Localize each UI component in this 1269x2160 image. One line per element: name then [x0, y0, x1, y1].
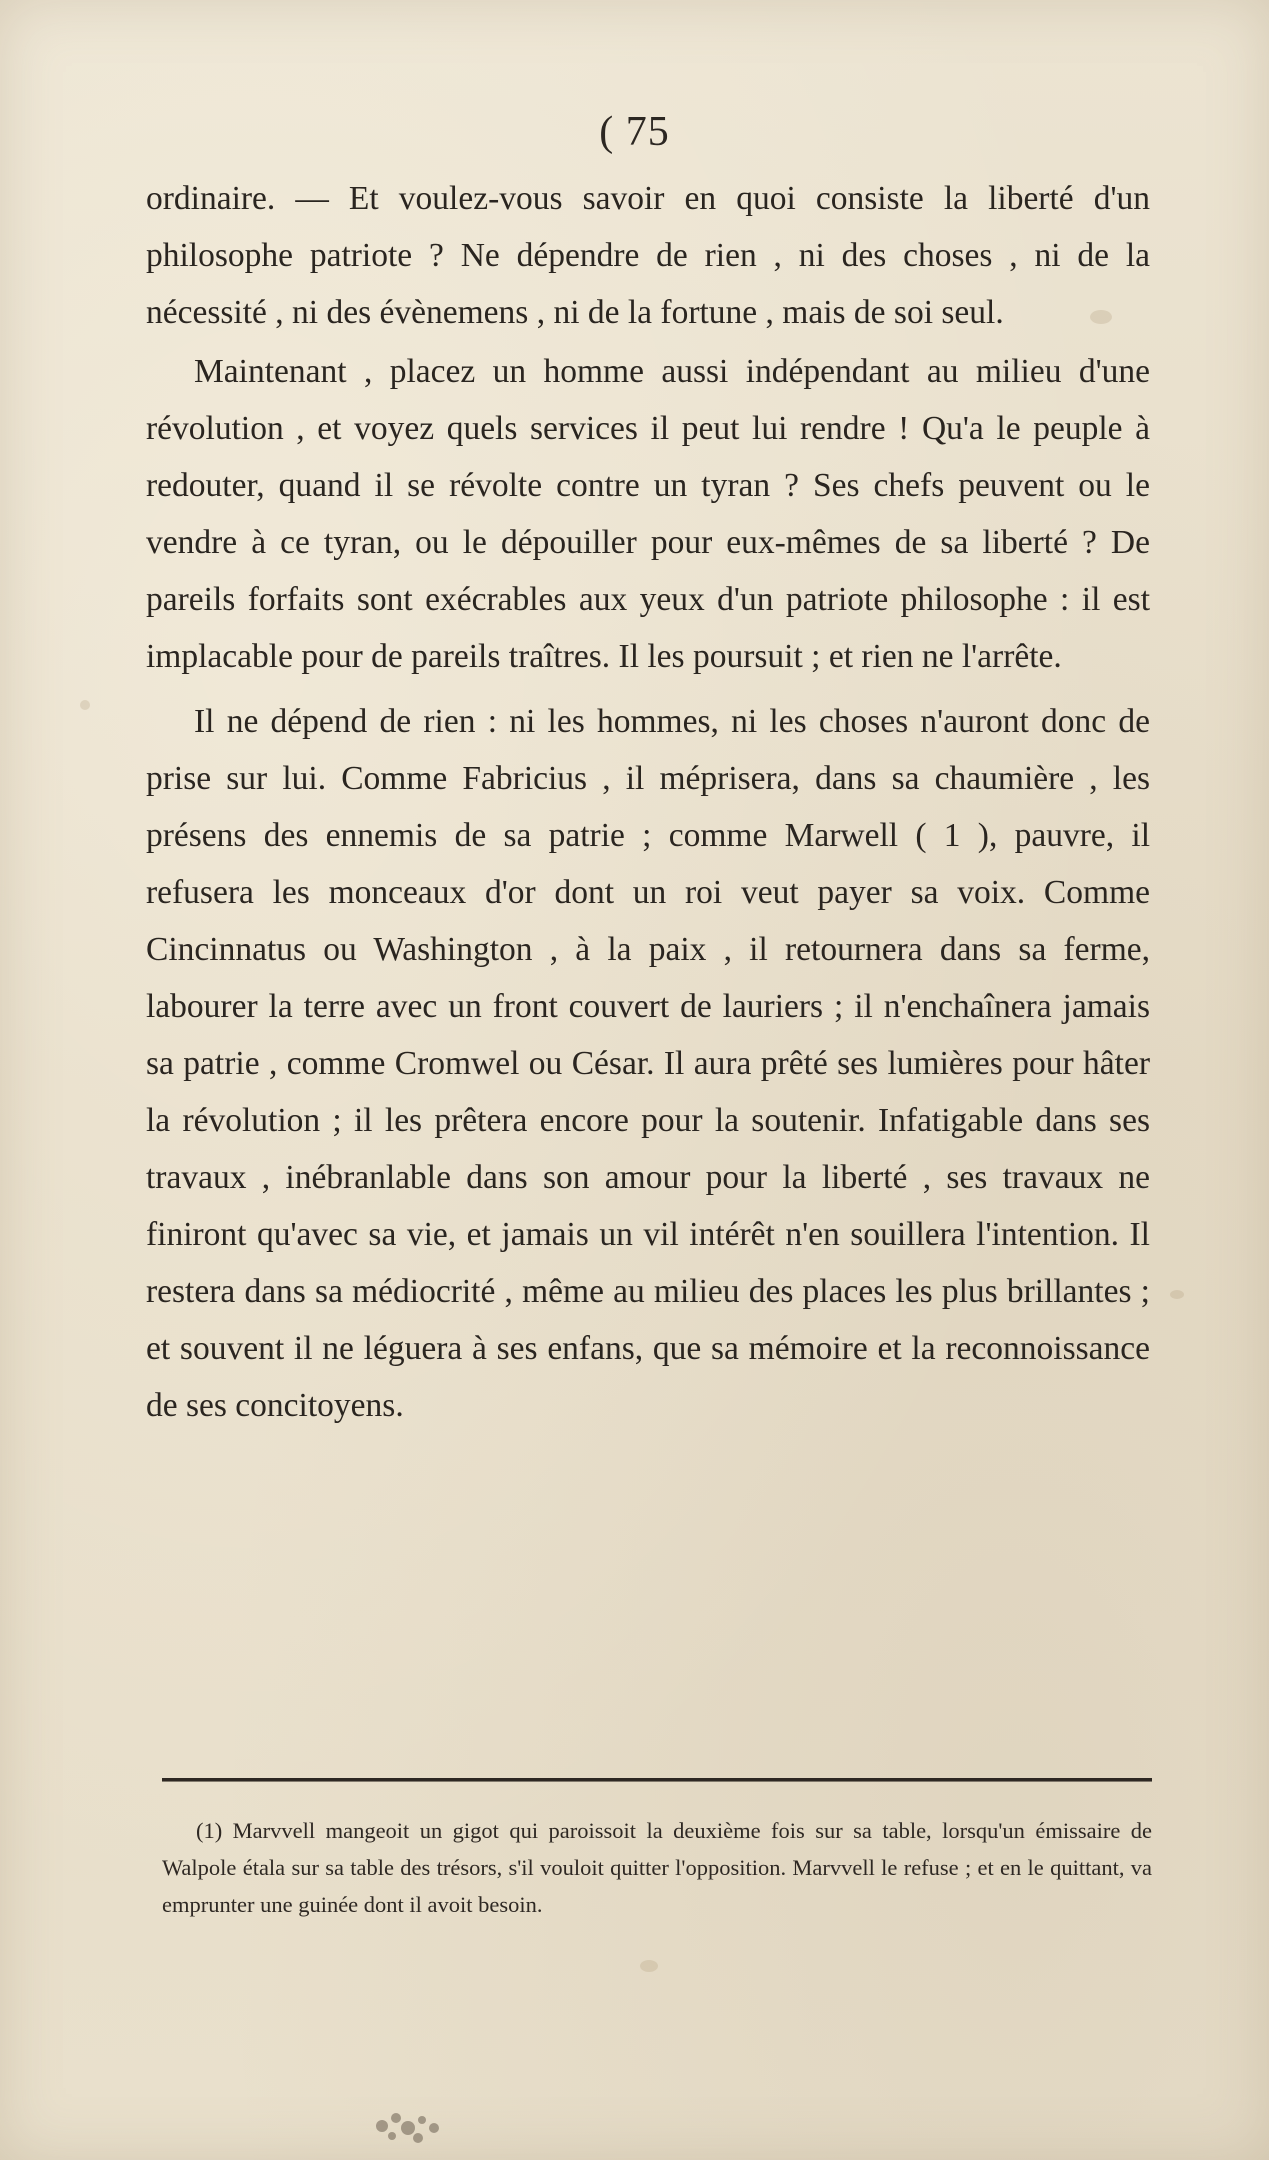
- paragraph-3: Il ne dépend de rien : ni les hommes, ni les choses n'auront donc de prise sur lui. Comme Fabricius , il méprisera, dans sa chaumière , les présens des ennemis de sa patrie ; comme Marwell ( 1 ), pauvre, il refusera les monceaux d'or dont un roi veut payer sa voix. Comme Cincinnatus ou Washington , à la paix , il retournera dans sa ferme, labourer la terre avec un front couvert de lauriers ; il n'enchaînera jamais sa patrie , comme Cromwel ou César. Il aura prêté ses lumières pour hâter la révolution ; il les prêtera encore pour la soutenir. Infatigable dans ses travaux , inébranlable dans son amour pour la liberté , ses travaux ne finiront qu'avec sa vie, et jamais un vil intérêt n'en souillera l'intention. Il restera dans sa médiocrité , même au milieu des places les plus brillantes ; et souvent il ne léguera à ses enfans, que sa mémoire et la reconnoissance de ses concitoyens.: [146, 703, 1150, 1424]
- paper-stain: [80, 700, 90, 710]
- paper-stain: [640, 1960, 658, 1972]
- page-number: ( 75: [599, 109, 670, 155]
- footnote: [162, 1812, 1152, 1923]
- paper-stain: [1170, 1290, 1184, 1299]
- footnote-rule: [162, 1778, 1152, 1782]
- paragraph-2: Maintenant , placez un homme aussi indépendant au milieu d'une révolution , et voyez quels services il peut lui rendre ! Qu'a le peuple à redouter, quand il se révolte contre un tyran ? Ses chefs peuvent ou le vendre à ce tyran, ou le dépouiller pour eux-mêmes de sa liberté ? De pareils forfaits sont exécrables aux yeux d'un patriote philosophe : il est implacable pour de pareils traîtres. Il les poursuit ; et rien ne l'arrête.: [146, 353, 1150, 675]
- main-text: [146, 170, 1150, 1434]
- printer-ornament-icon: [362, 2098, 482, 2148]
- paragraph-1: ordinaire. — Et voulez-vous savoir en quoi consiste la liberté d'un philosophe patriote ? Ne dépendre de rien , ni des choses , ni de la nécessité , ni des évènemens , ni de la fortune , mais de soi seul.: [146, 180, 1150, 331]
- footnote-text: (1) Marvvell mangeoit un gigot qui paroissoit la deuxième fois sur sa table, lorsqu'un émissaire de Walpole étala sur sa table des trésors, s'il vouloit quitter l'opposition. Marvvell le refuse ; et en le quittant, va emprunter une guinée dont il avoit besoin.: [162, 1818, 1152, 1917]
